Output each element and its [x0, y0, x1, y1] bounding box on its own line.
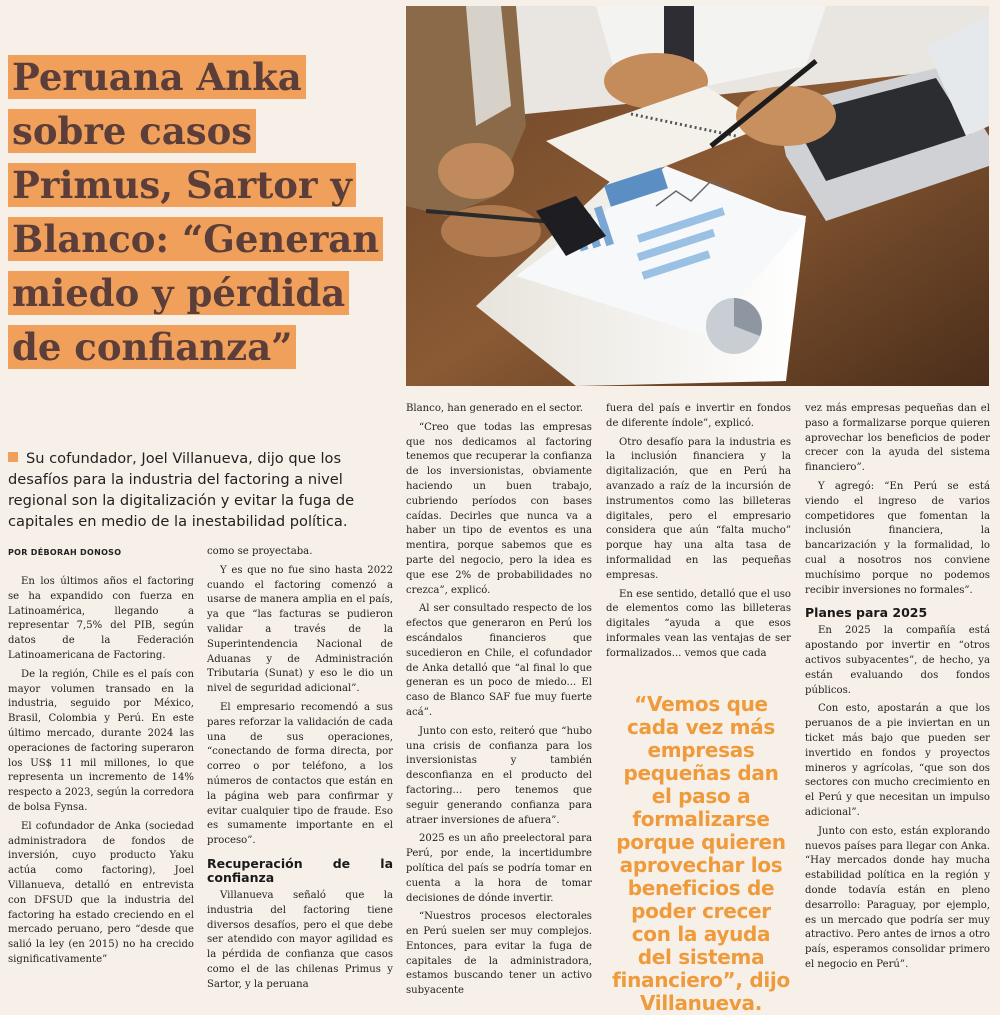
column-5: [805, 402, 990, 977]
column-2: [207, 545, 393, 997]
bullet-square-icon: [8, 452, 18, 462]
headline-line-3: Primus, Sartor y: [8, 163, 356, 207]
col3-paragraph-2: “Creo que todas las empresas que nos dedicamos al factoring tenemos que recuperar la confianza de los inversionistas, obviamente haciendo un buen trabajo, cubriendo períodos con bases caídas. Decirles que nunca va a haber un tipo de eventos es una mentira, porque sabemos que es parte del negocio, pero la idea es que ese 2% de probabilidades no crezca”, explicó.: [406, 421, 592, 596]
lead-text: Su cofundador, Joel Villanueva, dijo que los desafíos para la industria del factoring a nivel regional son la digitalización y evitar la fuga de capitales en medio de la inestabilidad política.: [8, 450, 355, 530]
col2-paragraph-1: como se proyectaba.: [207, 546, 313, 557]
headline: [8, 50, 448, 374]
col4-paragraph-3: En ese sentido, detalló que el uso de elementos como las billeteras digitales “ayuda a que esos informales vean las ventajas de ser formalizados... vemos que cada: [606, 588, 791, 659]
byline: POR DÉBORAH DONOSO: [8, 548, 122, 557]
col5-paragraph-5: Junto con esto, están explorando nuevos países para llegar con Anka. “Hay mercados donde hay mucha estabilidad política en la región y donde todavía están en pleno desarrollo: Paraguay, por ejemplo, es un mercado que podría ser muy atractivo. Pero antes de irnos a otro país, esperamos consolidar primero el negocio en Perú”.: [805, 825, 990, 970]
col2-paragraph-4: Villanueva señaló que la industria del factoring tiene diversos desafíos, pero el que debe ser atendido con mayor agilidad es la pérdida de confianza que casos como el de las chilenas Primus y Sartor, y la peruana: [207, 889, 393, 990]
col4-paragraph-2: Otro desafío para la industria es la inclusión financiera y la digitalización, que en Perú ha avanzado a raíz de la incursión de instrumentos como las billeteras digitales, pero el empresario considera que aún “falta mucho” porque hay una alta tasa de informalidad en las pequeñas empresas.: [606, 436, 791, 581]
headline-line-5: miedo y pérdida: [8, 271, 349, 315]
col5-paragraph-2: Y agregó: “En Perú se está viendo el ingreso de varios competidores que fomentan la inclusión financiera, la bancarización y la formalidad, lo cual a nosotros nos conviene muchísimo porque no podemos recibir inversiones no formales”.: [805, 480, 990, 596]
column-4: [606, 402, 791, 666]
subheading-planes: Planes para 2025: [805, 605, 928, 621]
col1-paragraph-1: En los últimos años el factoring se ha expandido con fuerza en Latinoamérica, llegando a representar 7,5% del PIB, según datos de la Federación Latinoamericana de Factoring.: [8, 576, 194, 661]
col1-paragraph-2: De la región, Chile es el país con mayor volumen transado en la industria, seguido por México, Brasil, Colombia y Perú. En este último mercado, durante 2024 las operaciones de factoring superaron los US$ 11 mil millones, lo que representa un incremento de 14% respecto a 2023, según la corredora de bolsa Fynsa.: [8, 668, 194, 813]
headline-line-6: de confianza”: [8, 325, 296, 369]
column-1: [8, 575, 194, 972]
col5-paragraph-4: Con esto, apostarán a que los peruanos de a pie inviertan en un ticket más bajo que pueden ser invertido en fondos y proyectos mineros y agrícolas, “que son dos sectores con mucho crecimiento en el Perú y que necesitan un impulso adicional”.: [805, 703, 990, 818]
headline-line-2: sobre casos: [8, 109, 256, 153]
col3-paragraph-5: 2025 es un año preelectoral para Perú, por ende, la incertidumbre política del país se podría tomar en cuenta a la hora de tomar decisiones de dónde invertir.: [406, 833, 592, 904]
col4-paragraph-1: fuera del país e invertir en fondos de diferente índole”, explicó.: [606, 403, 791, 429]
col1-paragraph-3: El cofundador de Anka (sociedad administradora de fondos de inversión, cuyo producto Yaku actúa como factoring), Joel Villanueva, detalló en entrevista con DFSUD que la industria del factoring ha estado creciendo en el mercado peruano, pero “desde que salió la ley (en 2015) no ha crecido significativamente”: [8, 820, 194, 965]
col5-paragraph-3: En 2025 la compañía está apostando por invertir en “otros activos subyacentes”, de hecho, ya están evaluando dos fondos públicos.: [805, 625, 990, 696]
column-3: [406, 402, 592, 1003]
subheading-recuperacion: Recuperación de la confianza: [207, 855, 393, 885]
col5-paragraph-1: vez más empresas pequeñas dan el paso a formalizarse porque quieren aprovechar los beneficios de poder crecer con la ayuda del sistema financiero”.: [805, 403, 990, 474]
col3-paragraph-4: Junto con esto, reiteró que “hubo una crisis de confianza para los inversionistas y también desconfianza en el producto del factoring... pero tenemos que seguir generando confianza para atraer inversiones de afuera”.: [406, 725, 592, 826]
headline-line-1: Peruana Anka: [8, 55, 306, 99]
col3-paragraph-6: “Nuestros procesos electorales en Perú suelen ser muy complejos. Entonces, para evitar la fuga de capitales de la administradora, estamos buscando tener un activo subyacente: [406, 911, 592, 997]
lead-paragraph: [8, 448, 400, 532]
col3-paragraph-3: Al ser consultado respecto de los efectos que generaron en Perú los escándalos financieros que sucedieron en Chile, el cofundador de Anka detalló que “al final lo que generan es un poco de miedo... El caso de Blanco SAF fue muy fuerte acá”.: [406, 603, 592, 718]
photo-illustration: [406, 6, 989, 386]
col2-paragraph-3: El empresario recomendó a sus pares reforzar la validación de cada una de sus operaciones, “conectando de forma directa, por correo o por teléfono, a los números de contactos que están en la página web para confirmar y evitar cualquier tipo de fraude. Eso es sumamente importante en el proceso”.: [207, 701, 393, 847]
headline-line-4: Blanco: “Generan: [8, 217, 383, 261]
pull-quote: “Vemos que cada vez más empresas pequeñas dan el paso a formalizarse porque quieren aprovechar los beneficios de poder crecer con la ayuda del sistema financiero”, dijo Villanueva.: [612, 692, 790, 1015]
col3-paragraph-1: Blanco, han generado en el sector.: [406, 403, 583, 414]
col2-paragraph-2: Y es que no fue sino hasta 2022 cuando el factoring comenzó a usarse de manera amplia en el país, ya que “las facturas se pudieron validar a través de la Superintendencia Nacional de Aduanas y de Administración Tributaria (Sunat) y eso le dio un nivel de seguridad adicional”.: [207, 564, 393, 695]
article-photo: [406, 6, 989, 386]
